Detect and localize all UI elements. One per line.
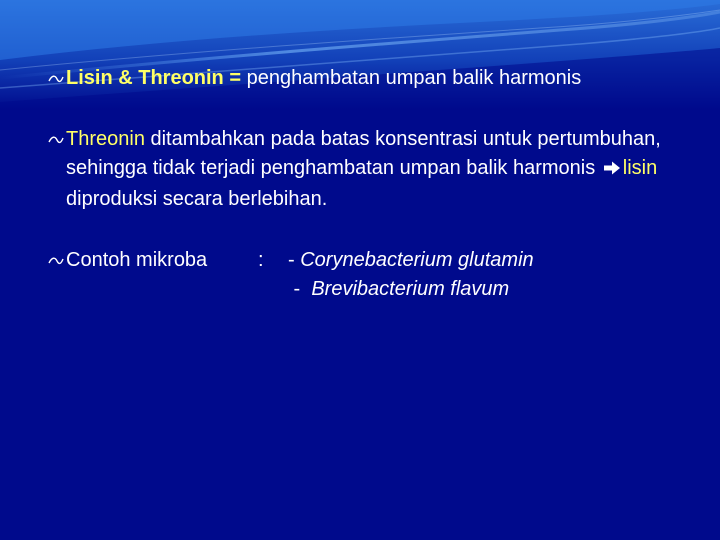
mikroba-row [66,246,688,304]
list-dash: - [288,249,301,271]
highlight-lisin: lisin [622,157,658,179]
body-text-end: diproduksi secara berlebihan. [66,188,328,210]
body-text: ditambahkan pada batas konsentrasi untuk pertumbuhan, sehingga tidak terjadi penghambatan umpan balik harmonis [66,128,661,179]
bullet-lisin-threonin [48,64,688,93]
highlight-text: Lisin & Threonin = [66,67,242,89]
organism-name: Brevibacterium flavum [311,278,510,300]
list-item [288,275,688,304]
highlight-text: Threonin [66,128,145,150]
list-item [288,246,688,275]
slide-content [48,64,688,304]
mikroba-label: Contoh mikroba [66,249,208,271]
wave-bullet-icon [48,125,66,154]
mikroba-separator: : [258,249,264,271]
wave-bullet-icon [48,64,66,93]
organism-name: Corynebacterium glutamin [300,249,534,271]
body-text: penghambatan umpan balik harmonis [241,67,582,89]
list-dash: - [288,278,312,300]
wave-bullet-icon [48,246,66,275]
right-arrow-icon [603,156,621,185]
bullet-contoh-mikroba [48,246,688,304]
mikroba-list [288,246,688,304]
bullet-threonin-ditambahkan [48,125,688,214]
